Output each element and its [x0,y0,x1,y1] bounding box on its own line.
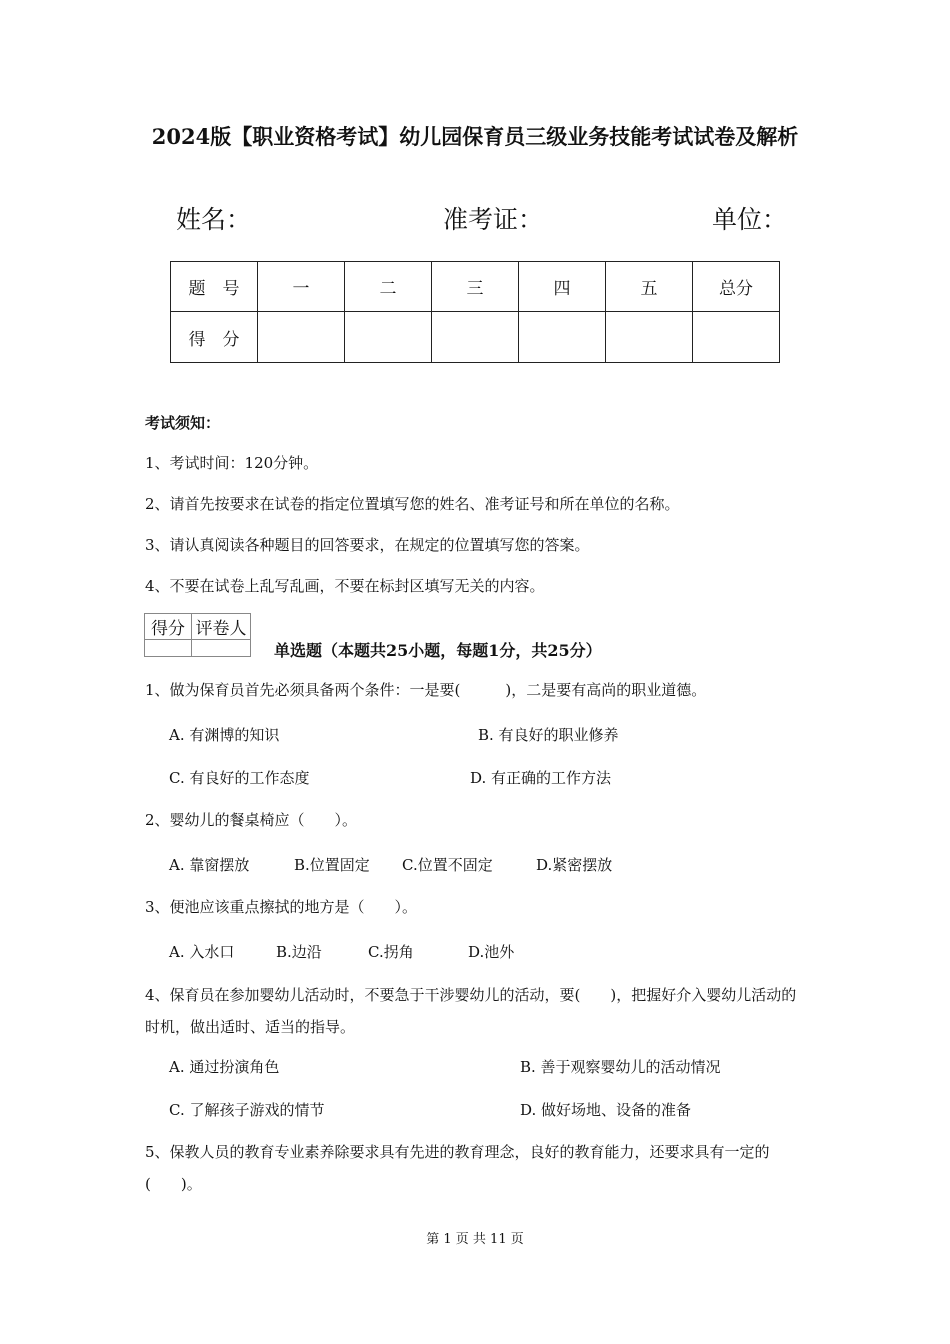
option-2b[interactable]: B.位置固定 [294,856,370,874]
score-table-header: 三 [432,262,519,312]
option-3c[interactable]: C.拐角 [368,943,414,961]
scorer-score-cell[interactable] [145,640,192,657]
notice-item: 1、考试时间：120分钟。 [145,454,319,472]
name-field-label: 姓名： [176,205,252,234]
option-2c[interactable]: C.位置不固定 [402,856,493,874]
scorer-reviewer-cell[interactable] [192,640,251,657]
option-2a[interactable]: A. 靠窗摆放 [169,856,250,874]
score-table-header: 四 [519,262,606,312]
option-1c[interactable]: C. 有良好的工作态度 [169,769,310,787]
exam-title: 2024版【职业资格考试】幼儿园保育员三级业务技能考试试卷及解析 [151,124,799,149]
score-cell[interactable] [432,312,519,363]
option-4b[interactable]: B. 善于观察婴幼儿的活动情况 [520,1058,721,1076]
score-table-header: 五 [606,262,693,312]
score-cell[interactable] [606,312,693,363]
notice-item: 2、请首先按要求在试卷的指定位置填写您的姓名、准考证号和所在单位的名称。 [145,495,680,513]
scorer-reviewer-label: 评卷人 [192,614,251,640]
score-cell[interactable] [693,312,780,363]
score-cell[interactable] [345,312,432,363]
score-table-header: 二 [345,262,432,312]
page-footer: 第 1 页 共 11 页 [426,1232,524,1247]
score-table-header: 一 [258,262,345,312]
exam-id-field-label: 准考证： [443,205,544,234]
question-4: 4、保育员在参加婴幼儿活动时，不要急于干涉婴幼儿的活动，要( )，把握好介入婴幼儿活动的时机，做出适时、适当的指导。 [145,986,797,1036]
scorer-box [144,613,251,657]
question-2: 2、婴幼儿的餐桌椅应（ ）。 [145,811,358,829]
option-3b[interactable]: B.边沿 [276,943,322,961]
option-4a[interactable]: A. 通过扮演角色 [169,1058,280,1076]
option-2d[interactable]: D.紧密摆放 [536,856,613,874]
question-3: 3、便池应该重点擦拭的地方是（ ）。 [145,898,418,916]
score-table-score-row [171,312,780,363]
score-table-header: 题 号 [171,262,258,312]
score-table-header: 总分 [693,262,780,312]
score-row-label: 得 分 [171,312,258,363]
option-3a[interactable]: A. 入水口 [169,943,235,961]
option-1b[interactable]: B. 有良好的职业修养 [478,726,619,744]
option-1d[interactable]: D. 有正确的工作方法 [470,769,612,787]
score-table [170,261,780,363]
unit-field-label: 单位： [712,205,788,234]
score-cell[interactable] [519,312,606,363]
notice-item: 3、请认真阅读各种题目的回答要求，在规定的位置填写您的答案。 [145,536,590,554]
option-3d[interactable]: D.池外 [468,943,515,961]
option-1a[interactable]: A. 有渊博的知识 [169,726,280,744]
section-title: 单选题（本题共25小题，每题1分，共25分） [274,641,602,660]
scorer-score-label: 得分 [145,614,192,640]
question-5: 5、保教人员的教育专业素养除要求具有先进的教育理念，良好的教育能力，还要求具有一定的( )。 [145,1143,770,1193]
question-1: 1、做为保育员首先必须具备两个条件：一是要( )，二是要有高尚的职业道德。 [145,681,707,699]
notice-heading: 考试须知： [145,414,221,432]
option-4d[interactable]: D. 做好场地、设备的准备 [520,1101,692,1119]
notice-item: 4、不要在试卷上乱写乱画，不要在标封区填写无关的内容。 [145,577,545,595]
option-4c[interactable]: C. 了解孩子游戏的情节 [169,1101,325,1119]
score-cell[interactable] [258,312,345,363]
score-table-header-row [171,262,780,312]
